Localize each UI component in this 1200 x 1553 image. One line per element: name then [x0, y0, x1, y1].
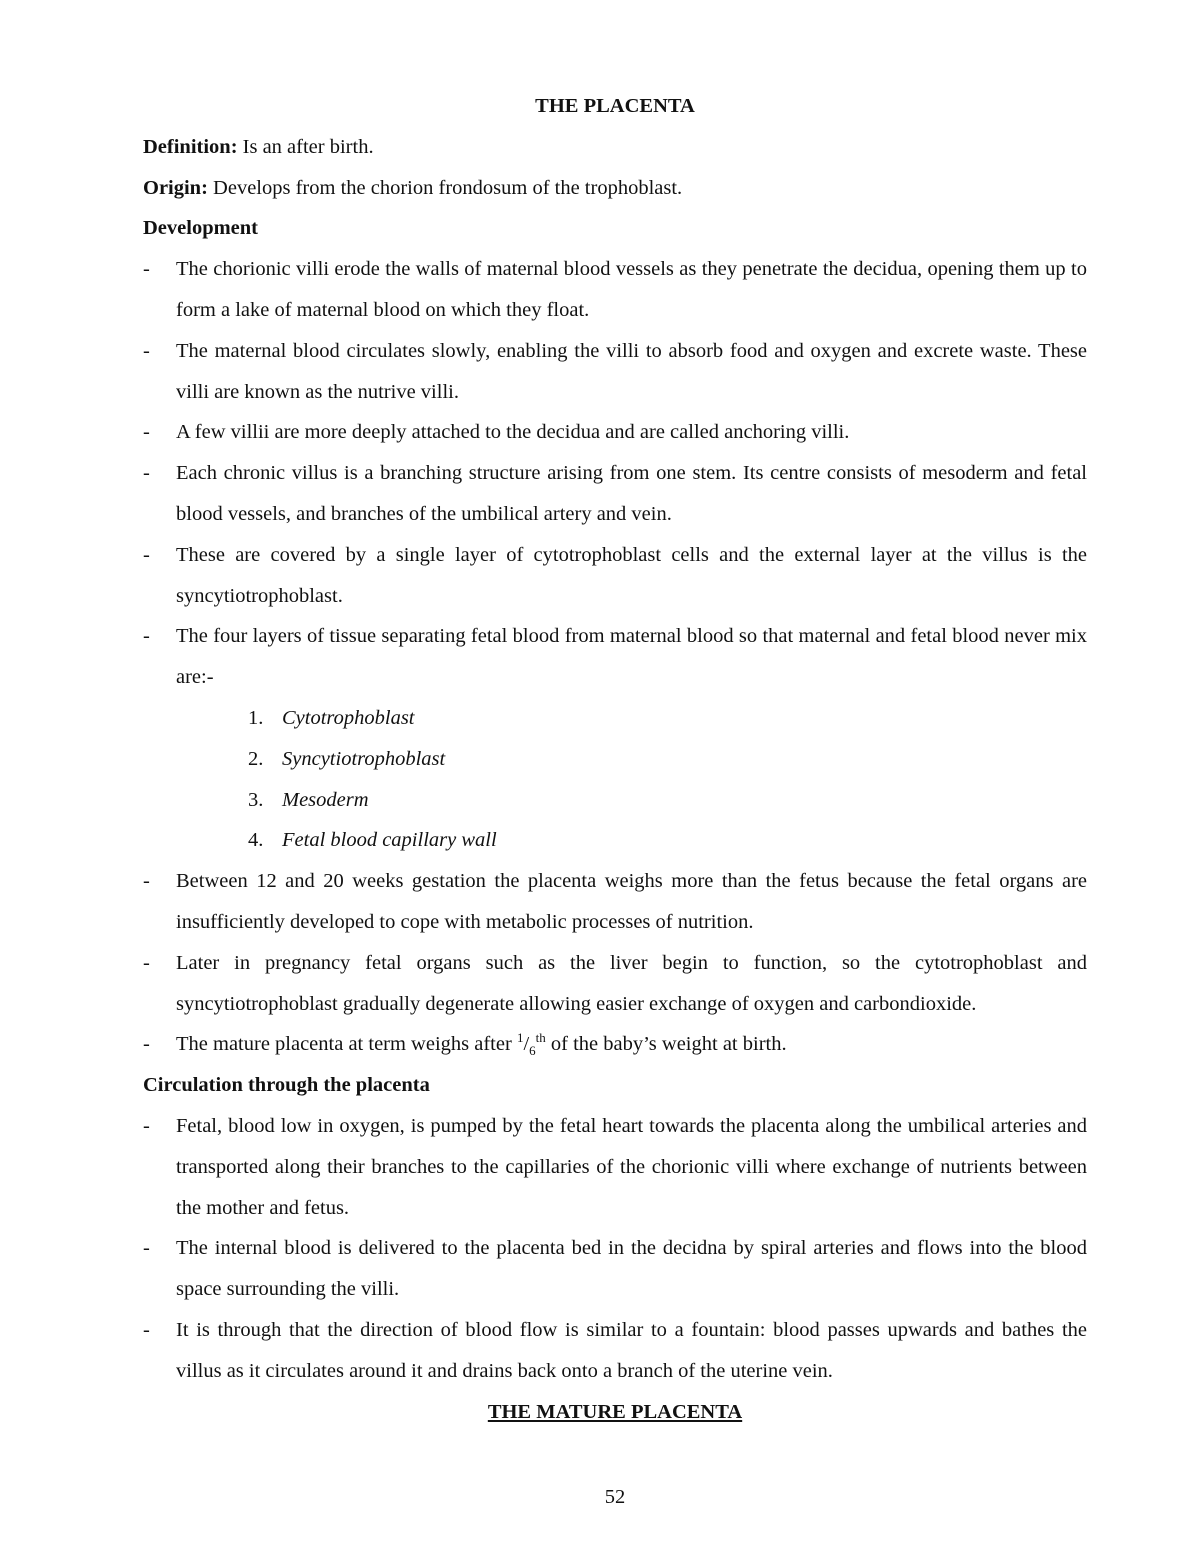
bullet-dash: - [143, 625, 150, 648]
origin-label: Origin: [143, 176, 208, 199]
fraction-numerator: 1 [516, 1030, 524, 1046]
layer-item [248, 739, 1087, 780]
bullet-dash: - [143, 258, 150, 281]
list-item [143, 861, 1087, 943]
tissue-layers-list [143, 698, 1087, 861]
bullet-dash: - [143, 543, 150, 566]
bullet-dash: - [143, 421, 150, 444]
layer-number: 1. [248, 706, 264, 729]
document-page [143, 86, 1087, 1432]
fraction: $^1/_6^{th}$ [516, 1030, 546, 1059]
bullet-text: The internal blood is delivered to the placenta bed in the decidna by spiral arteries and flows into the blood space surrounding the villi. [176, 1237, 1087, 1301]
bullet-dash: - [143, 870, 150, 893]
layer-text: Syncytiotrophoblast [282, 747, 446, 770]
layer-number: 3. [248, 788, 264, 811]
mature-placenta-heading: THE MATURE PLACENTA [487, 1400, 743, 1423]
list-item [143, 1228, 1087, 1310]
development-list-continued [143, 861, 1087, 1065]
bullet-text: Fetal, blood low in oxygen, is pumped by the fetal heart towards the placenta along the umbilical arteries and transported along their branches to the capillaries of the chorionic villi where exchange of nutrients between the mother and fetus. [176, 1114, 1087, 1219]
list-item [143, 331, 1087, 413]
circulation-list [143, 1106, 1087, 1392]
bullet-text: Each chronic villus is a branching structure arising from one stem. Its centre consists of mesoderm and fetal blood vessels, and branches of the umbilical artery and vein. [176, 462, 1087, 525]
definition-label: Definition: [143, 135, 238, 158]
mature-weight-after: of the baby’s weight at birth. [545, 1033, 787, 1056]
layer-item [248, 698, 1087, 739]
layer-item [248, 780, 1087, 821]
bullet-dash: - [143, 1318, 150, 1341]
layer-text: Mesoderm [282, 788, 369, 811]
page-title: THE PLACENTA [535, 95, 695, 117]
layer-number: 4. [248, 829, 264, 852]
bullet-text: The four layers of tissue separating fetal blood from maternal blood so that maternal and fetal blood never mix are:- [176, 625, 1087, 689]
definition-text: Is an after birth. [237, 135, 374, 158]
definition-line [143, 127, 1087, 168]
list-item [143, 412, 1087, 453]
bullet-text: It is through that the direction of blood flow is similar to a fountain: blood passes upwards and bathes the villus as it circulates around it and drains back onto a branch of the uterine vein. [176, 1318, 1087, 1382]
bullet-dash: - [143, 1033, 150, 1056]
list-item [143, 453, 1087, 535]
bullet-text: Later in pregnancy fetal organs such as the liver begin to function, so the cytotrophoblast and syncytiotrophoblast gradually degenerate allowing easier exchange of oxygen and carbondioxide. [176, 951, 1087, 1015]
list-item [143, 616, 1087, 698]
layer-text: Cytotrophoblast [282, 706, 415, 729]
bullet-dash: - [143, 339, 150, 362]
mature-weight-before: The mature placenta at term weighs after [176, 1033, 517, 1056]
layer-text: Fetal blood capillary wall [282, 829, 497, 852]
bullet-text: The chorionic villi erode the walls of maternal blood vessels as they penetrate the decidua, opening them up to form a lake of maternal blood on which they float. [176, 258, 1087, 321]
origin-text: Develops from the chorion frondosum of the trophoblast. [207, 176, 683, 199]
bullet-dash: - [143, 1114, 150, 1137]
bullet-text: The maternal blood circulates slowly, enabling the villi to absorb food and oxygen and excrete waste. These villi are known as the nutrive villi. [176, 339, 1087, 403]
development-heading: Development [143, 217, 259, 240]
layer-item [248, 820, 1087, 861]
fraction-denominator: 6 [529, 1043, 536, 1059]
bullet-dash: - [143, 951, 150, 974]
layer-number: 2. [248, 747, 264, 770]
list-item [143, 1024, 1087, 1065]
fraction-suffix: th [535, 1030, 546, 1046]
bullet-text: A few villii are more deeply attached to the decidua and are called anchoring villi. [176, 421, 850, 444]
bullet-text: Between 12 and 20 weeks gestation the placenta weighs more than the fetus because the fetal organs are insufficiently developed to cope with metabolic processes of nutrition. [176, 870, 1087, 933]
bullet-dash: - [143, 462, 150, 485]
page-number: 52 [604, 1486, 626, 1508]
origin-line [143, 168, 1087, 209]
development-list [143, 249, 1087, 698]
list-item [143, 1106, 1087, 1228]
bullet-text: These are covered by a single layer of cytotrophoblast cells and the external layer at the villus is the syncytiotrophoblast. [176, 543, 1087, 607]
bullet-dash: - [143, 1237, 150, 1260]
circulation-heading: Circulation through the placenta [143, 1074, 430, 1097]
list-item [143, 943, 1087, 1025]
list-item [143, 1310, 1087, 1392]
list-item [143, 249, 1087, 331]
list-item [143, 535, 1087, 617]
